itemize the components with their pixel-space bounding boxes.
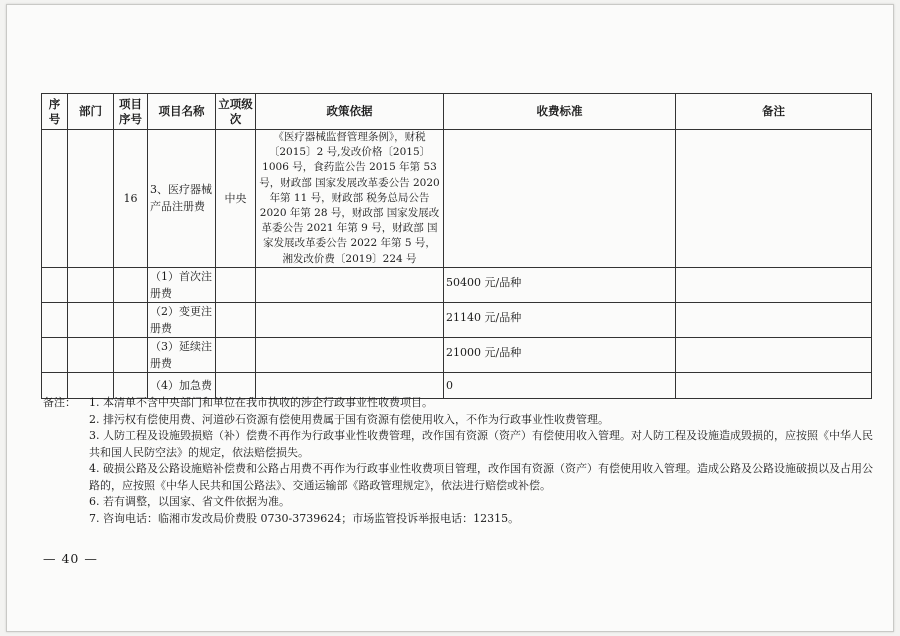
- header-dept: 部门: [68, 94, 114, 130]
- note-item: 6. 若有调整，以国家、省文件依据为准。: [89, 495, 290, 508]
- cell-sub-name: （2）变更注册费: [148, 302, 216, 337]
- table-row-sub-1: [42, 267, 872, 302]
- note-item: 备注： 1. 本清单不含中央部门和单位在我市执收的涉企行政事业性收费项目。: [43, 395, 875, 412]
- note-item: 3. 人防工程及设施毁损赔（补）偿费不再作为行政事业性收费管理，改作国有资源（资产）有偿使用收入管理。对人防工程及设施造成毁损的，应按照《中华人民共和国人民防空法》的规定，依法赔偿损失。: [89, 429, 873, 459]
- header-basis: 政策依据: [256, 94, 444, 130]
- page-number: — 40 —: [43, 551, 98, 566]
- note-item: 2. 排污权有偿使用费、河道砂石资源有偿使用费属于国有资源有偿使用收入，不作为行政事业性收费管理。: [89, 412, 609, 426]
- cell-basis: 《医疗器械监督管理条例》，财税〔2015〕2 号,发改价格〔2015〕1006 号，食药监公告 2015 年第 53 号，财政部 国家发展改革委公告 2020 年第 11 号，财政部 税务总局公告 2020 年第 28 号，财政部 国家发展改革委公告 2021 年第 9 号，财政部 国家发展改革委公告 2022 年第 5 号，湘发改价费〔2019〕224 号: [256, 130, 444, 268]
- cell-sub-standard: 50400 元/品种: [444, 267, 676, 302]
- table-row-sub-2: [42, 302, 872, 337]
- header-seq: 序号: [42, 94, 68, 130]
- cell-seq: [42, 130, 68, 268]
- notes-label: 备注：: [43, 396, 76, 409]
- cell-sub-name: （4）加急费: [148, 372, 216, 398]
- table-row-main: [42, 130, 872, 268]
- notes-section: [43, 395, 875, 527]
- cell-sub-name: （3）延续注册费: [148, 337, 216, 372]
- cell-sub-standard: 21000 元/品种: [444, 337, 676, 372]
- header-name: 项目名称: [148, 94, 216, 130]
- cell-sub-standard: 0: [444, 372, 676, 398]
- cell-name: 3、医疗器械产品注册费: [148, 130, 216, 268]
- header-level: 立项级次: [216, 94, 256, 130]
- cell-standard: [444, 130, 676, 268]
- table-row-sub-3: [42, 337, 872, 372]
- cell-item-seq: 16: [114, 130, 148, 268]
- fee-table: [41, 93, 872, 399]
- cell-dept: [68, 130, 114, 268]
- note-item: 7. 咨询电话：临湘市发改局价费股 0730-3739624；市场监管投诉举报电话：12315。: [89, 511, 520, 525]
- cell-sub-name: （1）首次注册费: [148, 267, 216, 302]
- header-item-seq: 项目序号: [114, 94, 148, 130]
- cell-sub-standard: 21140 元/品种: [444, 302, 676, 337]
- cell-remark: [676, 130, 872, 268]
- cell-level: 中央: [216, 130, 256, 268]
- document-page: [6, 4, 894, 632]
- table-header-row: [42, 94, 872, 130]
- header-standard: 收费标准: [444, 94, 676, 130]
- header-remark: 备注: [676, 94, 872, 130]
- note-item: 4. 破损公路及公路设施赔补偿费和公路占用费不再作为行政事业性收费项目管理，改作国有资源（资产）有偿使用收入管理。造成公路及公路设施破损以及占用公路的，应按照《中华人民共和国公路法》、交通运输部《路政管理规定》，依法进行赔偿或补偿。: [89, 462, 873, 492]
